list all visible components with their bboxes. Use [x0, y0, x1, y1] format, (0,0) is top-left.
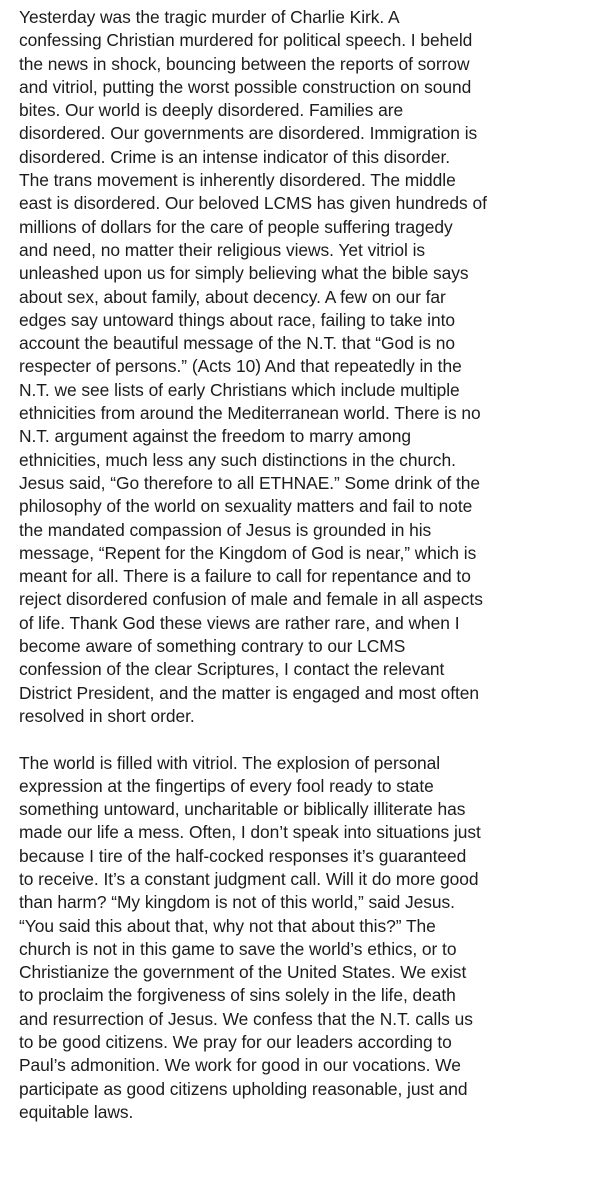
text-line: Jesus said, “Go therefore to all ETHNAE.” Some drink of the: [19, 472, 480, 493]
text-line: something untoward, uncharitable or biblically illiterate has: [19, 799, 466, 820]
text-line: resolved in short order.: [19, 705, 195, 726]
text-line: to be good citizens. We pray for our leaders according to: [19, 1032, 452, 1053]
text-line: confession of the clear Scriptures, I contact the relevant: [19, 659, 445, 680]
text-line: message, “Repent for the Kingdom of God is near,” which is: [19, 542, 477, 563]
text-line: participate as good citizens upholding reasonable, just and: [19, 1078, 468, 1099]
text-line: expression at the fingertips of every fool ready to state: [19, 775, 434, 796]
paragraph-2: [19, 752, 586, 1125]
text-line: equitable laws.: [19, 1101, 134, 1122]
text-line: and resurrection of Jesus. We confess that the N.T. calls us: [19, 1008, 473, 1029]
text-line: N.T. we see lists of early Christians which include multiple: [19, 379, 460, 400]
text-line: the mandated compassion of Jesus is grounded in his: [19, 519, 432, 540]
text-line: because I tire of the half-cocked responses it’s guaranteed: [19, 845, 467, 866]
text-line: about sex, about family, about decency. A few on our far: [19, 286, 446, 307]
text-line: The trans movement is inherently disordered. The middle: [19, 170, 456, 191]
text-line: confessing Christian murdered for political speech. I beheld: [19, 30, 473, 51]
text-line: meant for all. There is a failure to call for repentance and to: [19, 566, 471, 587]
text-line: N.T. argument against the freedom to marry among: [19, 426, 411, 447]
text-line: millions of dollars for the care of people suffering tragedy: [19, 216, 453, 237]
text-line: and vitriol, putting the worst possible construction on sound: [19, 76, 472, 97]
text-line: church is not in this game to save the world’s ethics, or to: [19, 938, 457, 959]
paragraph-spacer: [19, 728, 586, 751]
text-line: ethnicities, much less any such distinctions in the church.: [19, 449, 456, 470]
paragraph-1: [19, 6, 586, 728]
text-line: disordered. Our governments are disordered. Immigration is: [19, 123, 478, 144]
text-line: to proclaim the forgiveness of sins solely in the life, death: [19, 985, 456, 1006]
text-line: philosophy of the world on sexuality matters and fail to note: [19, 496, 473, 517]
text-line: account the beautiful message of the N.T. that “God is no: [19, 333, 456, 354]
text-line: edges say untoward things about race, failing to take into: [19, 309, 456, 330]
text-line: Yesterday was the tragic murder of Charlie Kirk. A: [19, 7, 400, 27]
text-line: and need, no matter their religious views. Yet vitriol is: [19, 239, 426, 260]
text-line: The world is filled with vitriol. The explosion of personal: [19, 752, 441, 773]
text-line: disordered. Crime is an intense indicator of this disorder.: [19, 146, 451, 167]
text-line: become aware of something contrary to our LCMS: [19, 636, 406, 657]
text-line: Paul’s admonition. We work for good in our vocations. We: [19, 1055, 461, 1076]
text-line: bites. Our world is deeply disordered. Families are: [19, 100, 404, 121]
text-line: to receive. It’s a constant judgment call. Will it do more good: [19, 868, 479, 889]
text-line: Christianize the government of the United States. We exist: [19, 962, 467, 983]
text-line: District President, and the matter is engaged and most often: [19, 682, 480, 703]
text-line: reject disordered confusion of male and female in all aspects: [19, 589, 483, 610]
text-line: “You said this about that, why not that about this?” The: [19, 915, 436, 936]
text-line: respecter of persons.” (Acts 10) And that repeatedly in the: [19, 356, 462, 377]
text-line: of life. Thank God these views are rather rare, and when I: [19, 612, 460, 633]
text-line: ethnicities from around the Mediterranean world. There is no: [19, 403, 481, 424]
text-line: the news in shock, bouncing between the reports of sorrow: [19, 53, 470, 74]
text-line: east is disordered. Our beloved LCMS has given hundreds of: [19, 193, 487, 214]
text-line: unleashed upon us for simply believing what the bible says: [19, 263, 469, 284]
text-line: than harm? “My kingdom is not of this world,” said Jesus.: [19, 892, 455, 913]
text-line: made our life a mess. Often, I don’t speak into situations just: [19, 822, 481, 843]
